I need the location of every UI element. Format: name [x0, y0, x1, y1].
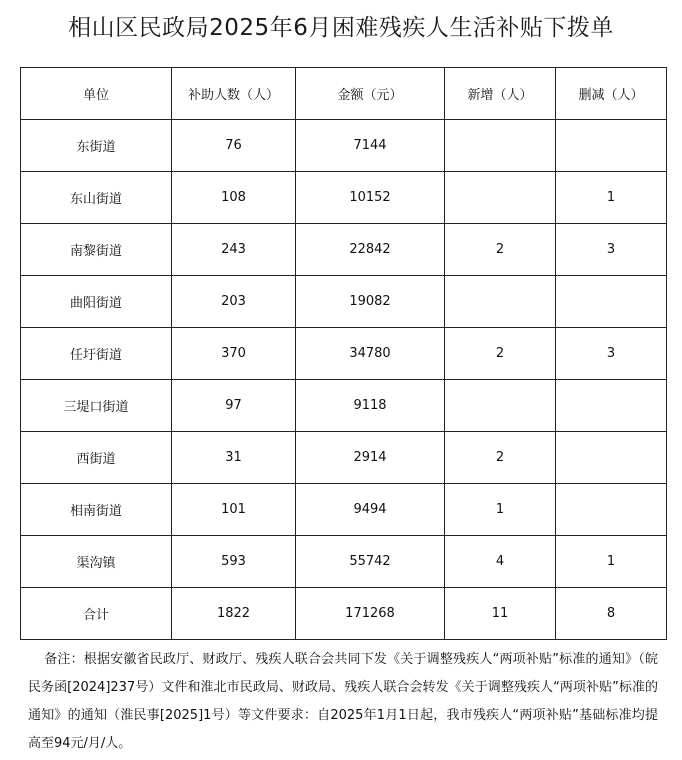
table-row — [21, 484, 667, 536]
cell-removed: 3 — [556, 224, 667, 276]
cell-recipients: 108 — [172, 172, 296, 224]
table-row — [21, 328, 667, 380]
cell-removed — [556, 276, 667, 328]
cell-unit: 渠沟镇 — [21, 536, 172, 588]
cell-amount: 34780 — [296, 328, 445, 380]
cell-recipients: 243 — [172, 224, 296, 276]
cell-amount: 19082 — [296, 276, 445, 328]
cell-added: 11 — [445, 588, 556, 640]
table-row — [21, 536, 667, 588]
cell-amount: 171268 — [296, 588, 445, 640]
cell-removed: 8 — [556, 588, 667, 640]
cell-removed — [556, 380, 667, 432]
cell-removed: 1 — [556, 172, 667, 224]
cell-unit: 三堤口街道 — [21, 380, 172, 432]
header-added: 新增（人） — [445, 68, 556, 120]
cell-recipients: 1822 — [172, 588, 296, 640]
cell-recipients: 31 — [172, 432, 296, 484]
cell-unit: 曲阳街道 — [21, 276, 172, 328]
header-unit: 单位 — [21, 68, 172, 120]
note-text: 备注：根据安徽省民政厅、财政厅、残疾人联合会共同下发《关于调整残疾人“两项补贴”标准的通知》（皖民务函[2024]237号）文件和淮北市民政局、财政局、残疾人联合会转发《关于调整残疾人“两项补贴”标准的通知》的通知（淮民事[2025]1号）等文件要求：自2025年1月1日起，我市残疾人“两项补贴”基础标准均提高至94元/月/人。 — [28, 652, 658, 751]
cell-added — [445, 172, 556, 224]
table-header-row — [21, 68, 667, 120]
cell-amount: 10152 — [296, 172, 445, 224]
cell-unit: 南黎街道 — [21, 224, 172, 276]
cell-recipients: 101 — [172, 484, 296, 536]
cell-added — [445, 276, 556, 328]
cell-added: 2 — [445, 224, 556, 276]
cell-added — [445, 380, 556, 432]
cell-unit: 西街道 — [21, 432, 172, 484]
cell-removed — [556, 120, 667, 172]
cell-recipients: 593 — [172, 536, 296, 588]
cell-amount: 22842 — [296, 224, 445, 276]
cell-recipients: 97 — [172, 380, 296, 432]
cell-unit: 东山街道 — [21, 172, 172, 224]
page-title: 相山区民政局2025年6月困难残疾人生活补贴下拨单 — [68, 15, 614, 41]
cell-removed — [556, 484, 667, 536]
cell-unit: 任圩街道 — [21, 328, 172, 380]
table-row — [21, 224, 667, 276]
footnote — [28, 646, 658, 758]
cell-added: 4 — [445, 536, 556, 588]
cell-removed: 3 — [556, 328, 667, 380]
header-removed: 删减（人） — [556, 68, 667, 120]
cell-recipients: 76 — [172, 120, 296, 172]
cell-amount: 7144 — [296, 120, 445, 172]
table-row — [21, 380, 667, 432]
cell-removed: 1 — [556, 536, 667, 588]
table-row — [21, 120, 667, 172]
table-body — [21, 120, 667, 640]
cell-added — [445, 120, 556, 172]
total-row — [21, 588, 667, 640]
header-amount: 金额（元） — [296, 68, 445, 120]
cell-amount: 2914 — [296, 432, 445, 484]
header-recipients: 补助人数（人） — [172, 68, 296, 120]
cell-recipients: 203 — [172, 276, 296, 328]
cell-unit: 东街道 — [21, 120, 172, 172]
cell-amount: 9494 — [296, 484, 445, 536]
table-row — [21, 276, 667, 328]
subsidy-table — [20, 67, 667, 640]
cell-removed — [556, 432, 667, 484]
cell-recipients: 370 — [172, 328, 296, 380]
cell-amount: 9118 — [296, 380, 445, 432]
table-row — [21, 172, 667, 224]
cell-unit: 合计 — [21, 588, 172, 640]
cell-amount: 55742 — [296, 536, 445, 588]
cell-added: 2 — [445, 432, 556, 484]
cell-unit: 相南街道 — [21, 484, 172, 536]
table-row — [21, 432, 667, 484]
cell-added: 2 — [445, 328, 556, 380]
cell-added: 1 — [445, 484, 556, 536]
